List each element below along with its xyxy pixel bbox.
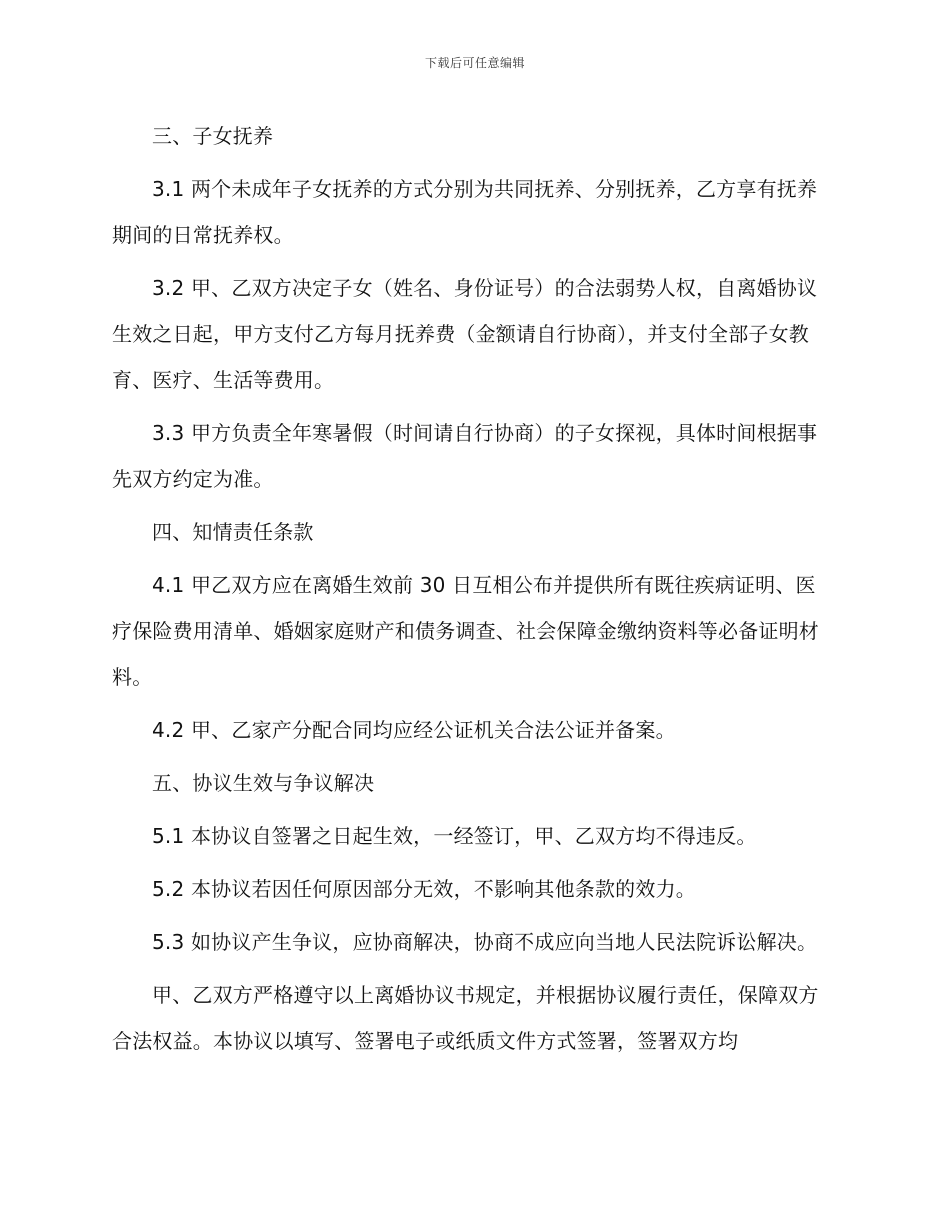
clause-5-2: 5.2 本协议若因任何原因部分无效，不影响其他条款的效力。	[152, 877, 696, 901]
clause-4-2: 4.2 甲、乙家产分配合同均应经公证机关合法公证并备案。	[152, 718, 676, 742]
clause-4-1: 4.1 甲乙双方应在离婚生效前 30 日互相公布并提供所有既往疾病证明、医疗保险费用清单、婚姻家庭财产和债务调查、社会保障金缴纳资料等必备证明材料。	[112, 573, 819, 689]
section-heading-effect-dispute: 五、协议生效与争议解决	[152, 771, 375, 795]
clause-3-2: 3.2 甲、乙双方决定子女（姓名、身份证号）的合法弱势人权，自离婚协议生效之日起，甲方支付乙方每月抚养费（金额请自行协商），并支付全部子女教育、医疗、生活等费用。	[112, 276, 818, 392]
clause-5-3: 5.3 如协议产生争议，应协商解决，协商不成应向当地人民法院诉讼解决。	[152, 930, 818, 954]
clause-3-1: 3.1 两个未成年子女抚养的方式分别为共同抚养、分别抚养，乙方享有抚养期间的日常抚养权。	[112, 177, 818, 247]
document-body	[112, 113, 832, 1071]
closing-paragraph: 甲、乙双方严格遵守以上离婚协议书规定，并根据协议履行责任，保障双方合法权益。本协议以填写、签署电子或纸质文件方式签署，签署双方均	[112, 983, 819, 1053]
section-heading-child-support: 三、子女抚养	[152, 124, 274, 148]
section-heading-disclosure: 四、知情责任条款	[152, 520, 314, 544]
header-note: 下载后可任意编辑	[424, 56, 525, 70]
clause-3-3: 3.3 甲方负责全年寒暑假（时间请自行协商）的子女探视，具体时间根据事先双方约定为准。	[112, 421, 818, 491]
clause-5-1: 5.1 本协议自签署之日起生效，一经签订，甲、乙双方均不得违反。	[152, 824, 757, 848]
